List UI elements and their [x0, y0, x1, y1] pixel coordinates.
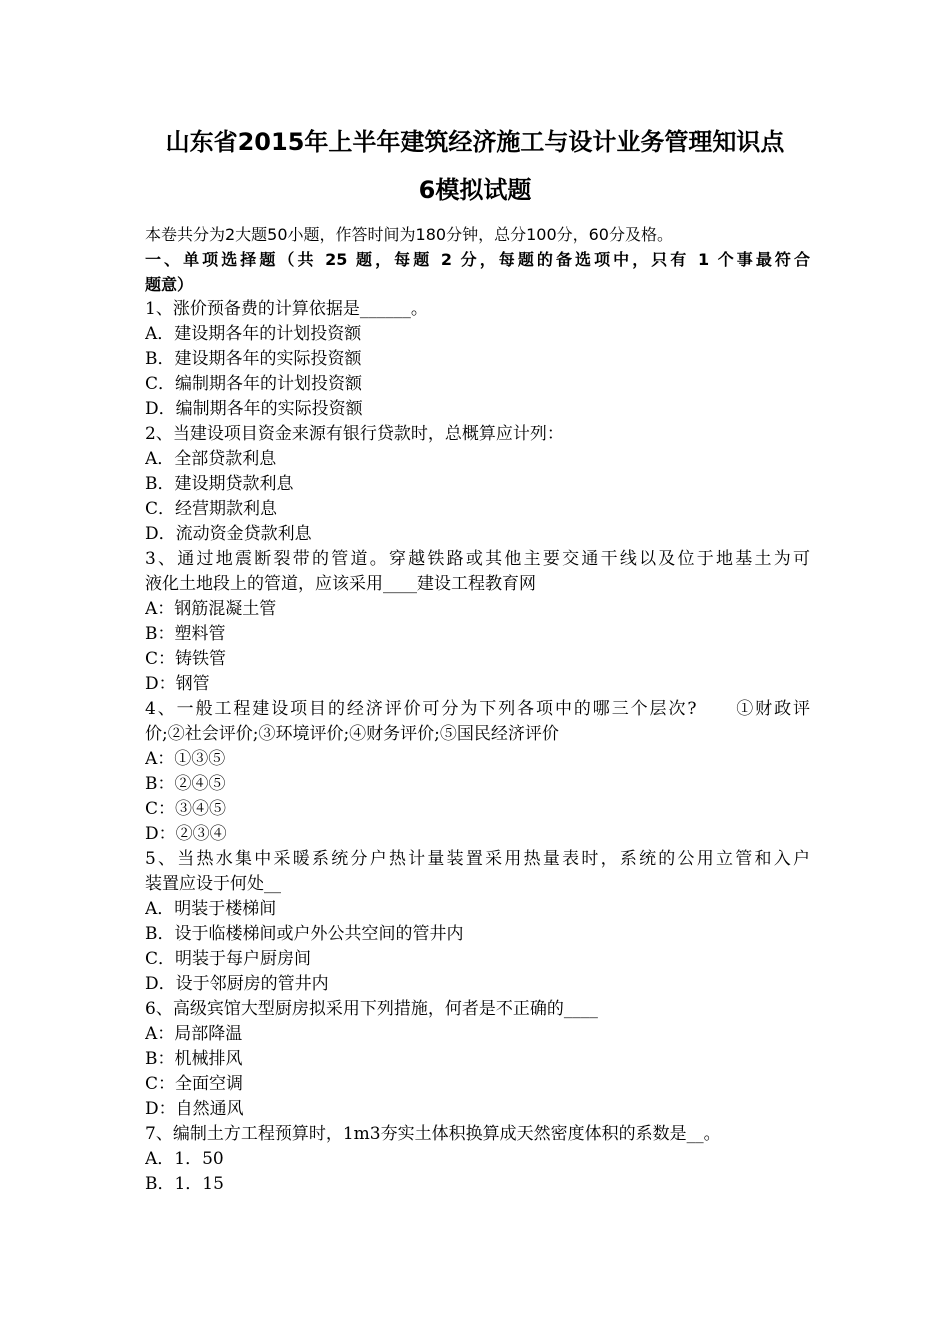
question-7-option-b: B．1．15 [145, 1174, 224, 1194]
question-3-option-b: B：塑料管 [145, 624, 226, 644]
question-7-option-a: A．1．50 [145, 1149, 224, 1169]
question-1-option-b: B．建设期各年的实际投资额 [145, 349, 362, 369]
question-1-option-c: C．编制期各年的计划投资额 [145, 374, 363, 394]
question-5-option-a: A．明装于楼梯间 [145, 899, 277, 919]
question-7-stem: 7、编制土方工程预算时，1m3夯实土体积换算成天然密度体积的系数是__。 [145, 1124, 721, 1144]
question-4-stem-line-2: 价;②社会评价;③环境评价;④财务评价;⑤国民经济评价 [145, 724, 559, 744]
question-5-option-d: D．设于邻厨房的管井内 [145, 974, 329, 994]
question-3-stem-line-2: 液化土地段上的管道，应该采用____建设工程教育网 [145, 574, 536, 594]
question-4-option-d: D：②③④ [145, 824, 227, 844]
question-2-option-d: D．流动资金贷款利息 [145, 524, 312, 544]
question-5-option-b: B．设于临楼梯间或户外公共空间的管井内 [145, 924, 464, 944]
question-3-option-d: D：钢管 [145, 674, 210, 694]
question-5-stem-line-2: 装置应设于何处__ [145, 874, 281, 894]
exam-intro: 本卷共分为2大题50小题，作答时间为180分钟，总分100分，60分及格。 [145, 225, 673, 244]
question-4-stem-line-1: 4、一般工程建设项目的经济评价可分为下列各项中的哪三个层次? ①财政评 [145, 699, 810, 719]
question-3-stem-line-1: 3、通过地震断裂带的管道。穿越铁路或其他主要交通干线以及位于地基土为可 [145, 549, 810, 569]
question-1-option-a: A．建设期各年的计划投资额 [145, 324, 362, 344]
question-6-option-d: D：自然通风 [145, 1099, 244, 1119]
section-heading-line-2: 题意） [145, 275, 194, 294]
question-4-option-a: A：①③⑤ [145, 749, 226, 769]
question-2-stem: 2、当建设项目资金来源有银行贷款时，总概算应计列： [145, 424, 564, 444]
question-2-option-a: A．全部贷款利息 [145, 449, 277, 469]
question-6-option-c: C：全面空调 [145, 1074, 244, 1094]
document-body [145, 222, 810, 1197]
question-5-option-c: C．明装于每户厨房间 [145, 949, 312, 969]
question-1-stem: 1、涨价预备费的计算依据是______。 [145, 299, 428, 319]
question-3-option-c: C：铸铁管 [145, 649, 227, 669]
question-5-stem-line-1: 5、当热水集中采暖系统分户热计量装置采用热量表时，系统的公用立管和入户 [145, 849, 810, 869]
question-6-option-b: B：机械排风 [145, 1049, 243, 1069]
question-2-option-b: B．建设期贷款利息 [145, 474, 294, 494]
document-title-line-1: 山东省2015年上半年建筑经济施工与设计业务管理知识点 [165, 128, 785, 156]
question-6-option-a: A：局部降温 [145, 1024, 243, 1044]
question-4-option-c: C：③④⑤ [145, 799, 227, 819]
question-4-option-b: B：②④⑤ [145, 774, 226, 794]
section-heading-line-1: 一、单项选择题（共 25 题，每题 2 分，每题的备选项中，只有 1 个事最符合 [145, 250, 810, 269]
question-2-option-c: C．经营期款利息 [145, 499, 278, 519]
document-title-line-2: 6模拟试题 [418, 176, 532, 204]
question-6-stem: 6、高级宾馆大型厨房拟采用下列措施，何者是不正确的____ [145, 999, 598, 1019]
question-1-option-d: D．编制期各年的实际投资额 [145, 399, 363, 419]
question-3-option-a: A：钢筋混凝土管 [145, 599, 277, 619]
